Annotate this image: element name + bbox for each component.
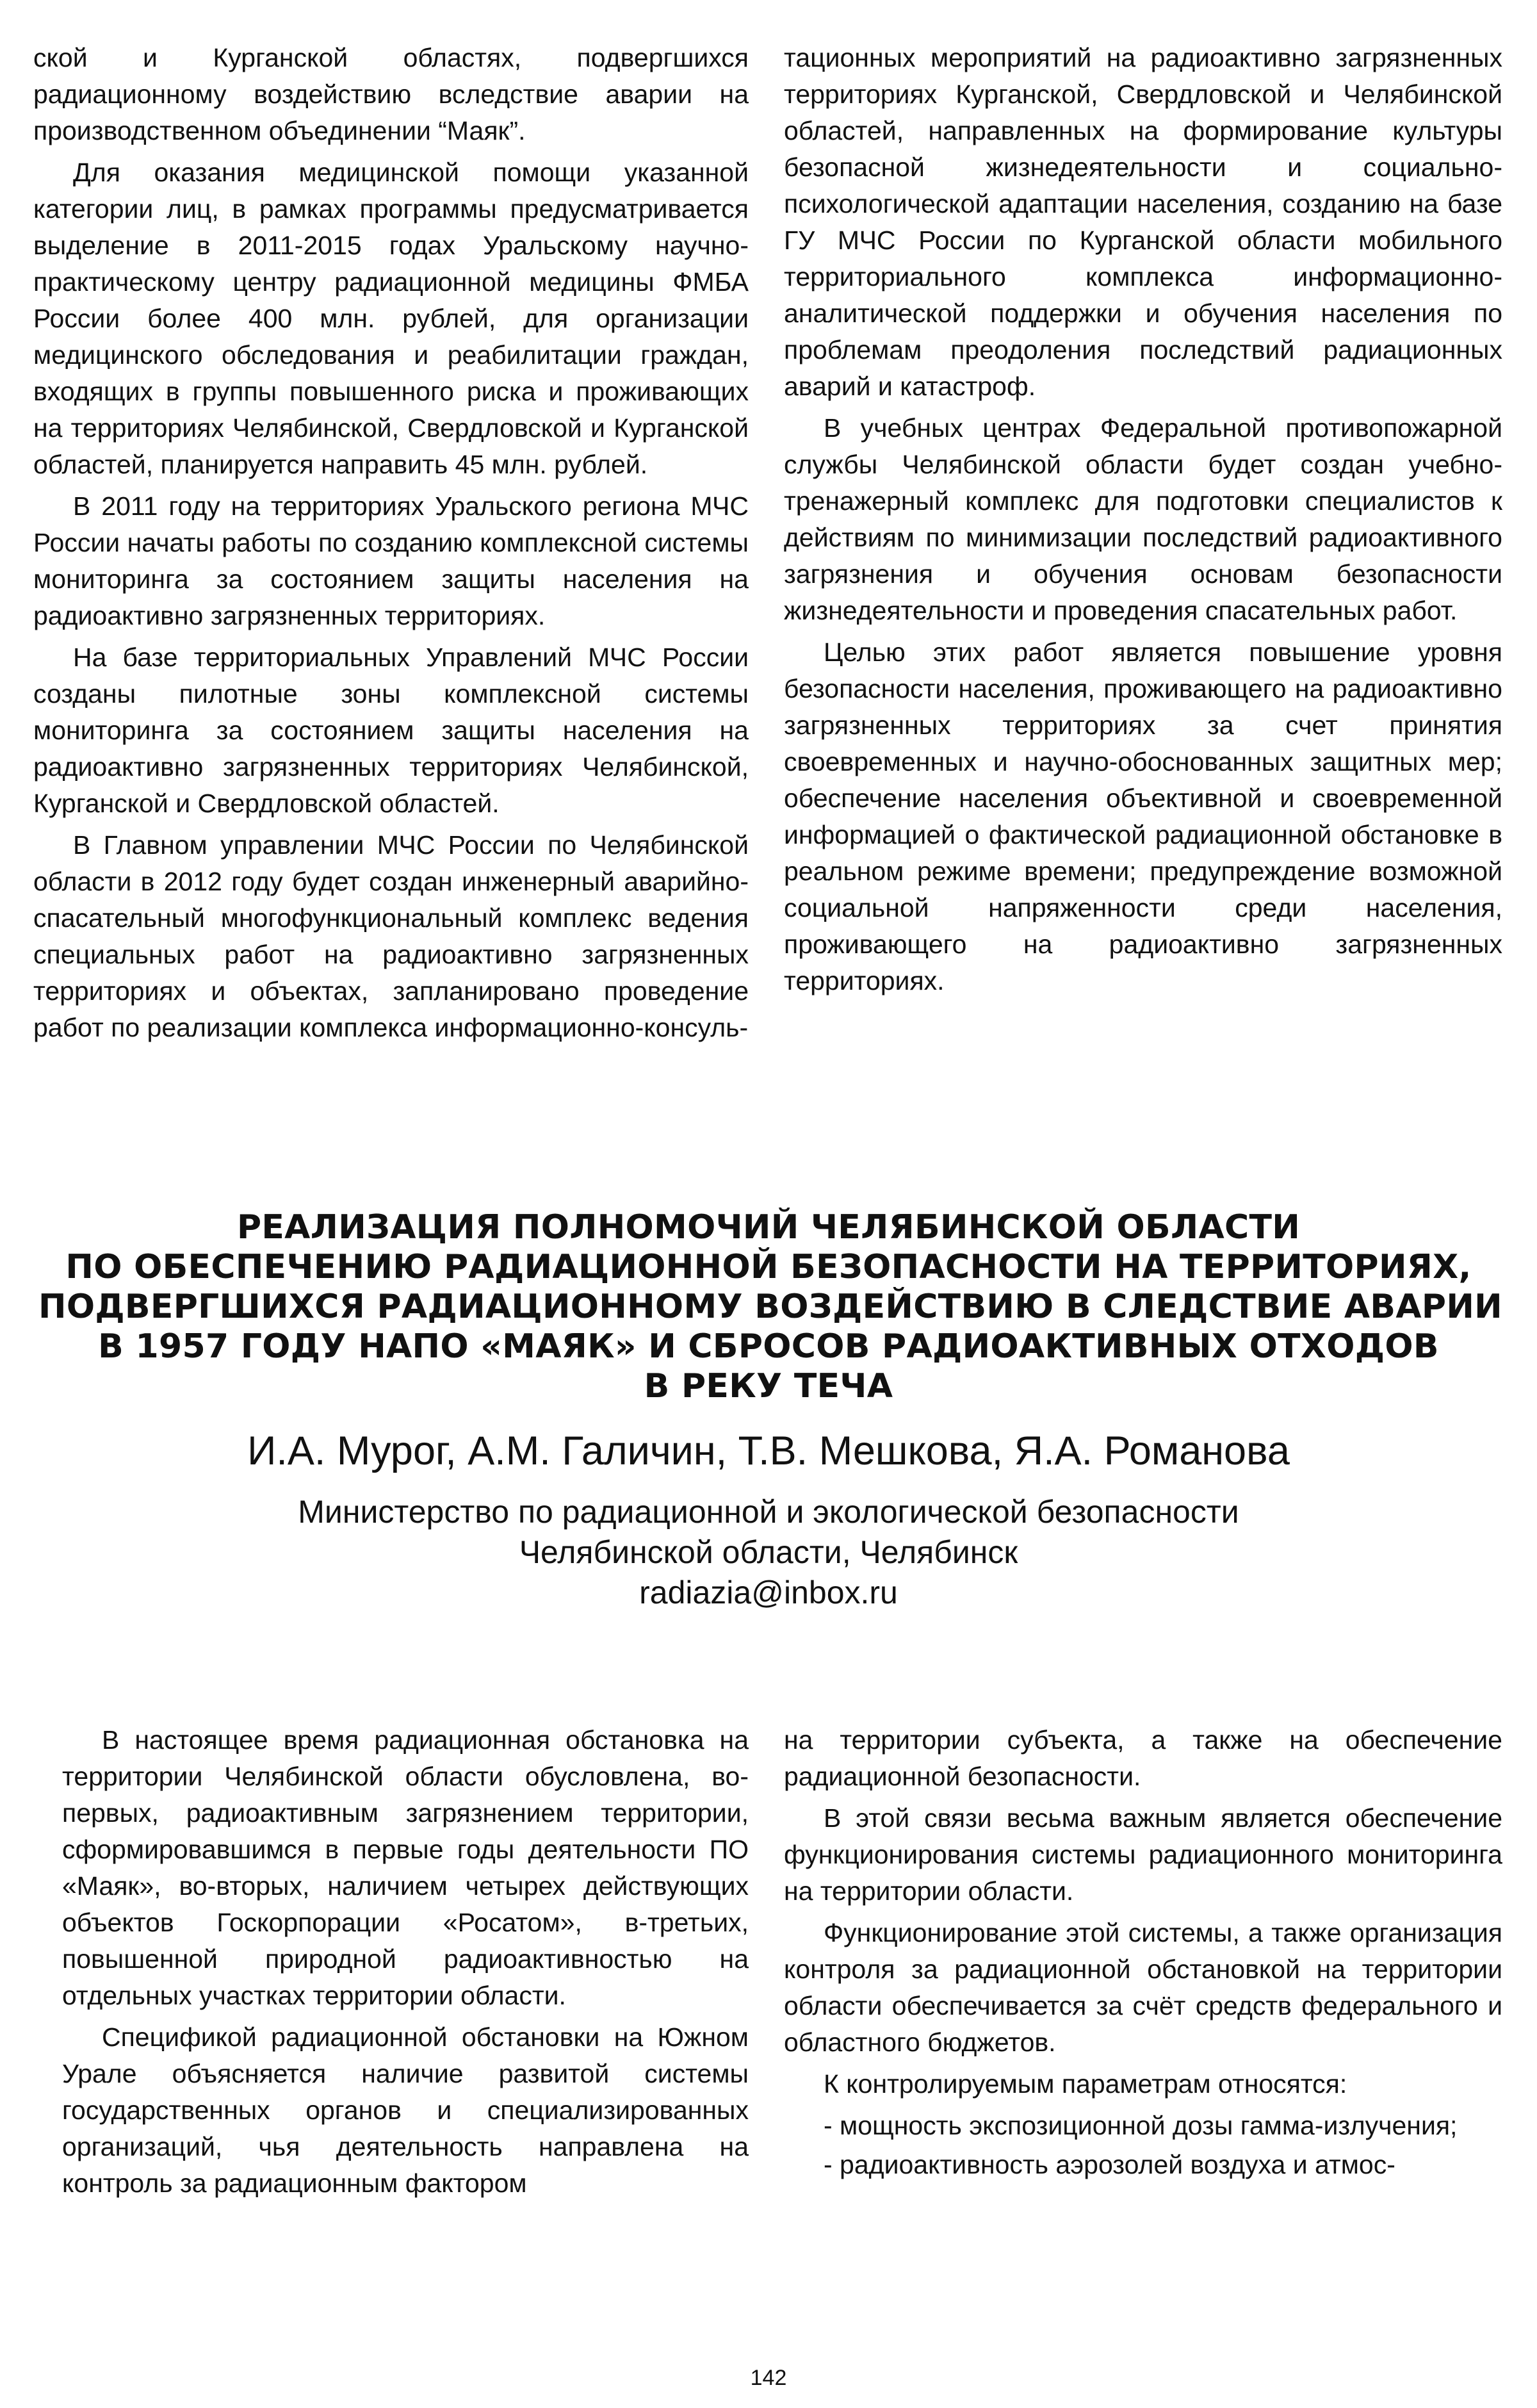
- title-line: ПО ОБЕСПЕЧЕНИЮ РАДИАЦИОННОЙ БЕЗОПАСНОСТИ НА ТЕРРИТОРИЯХ,: [65, 1248, 1472, 1286]
- paragraph: В Главном управлении МЧС России по Челябинской области в 2012 году будет создан инженерный аварийно-спасательный многофункциональный комплекс ведения специальных работ на радиоактивно загрязненных территориях и объектах, запланировано проведение работ по реализации комплекса информационно-консуль-: [33, 830, 749, 1042]
- paragraph: Функционирование этой системы, а также организация контроля за радиационной обстановкой на территории области обеспечивается за счёт средств федерального и областного бюджетов.: [784, 1918, 1502, 2057]
- authors: И.А. Мурог, А.М. Галичин, Т.В. Мешкова, Я.А. Романова: [247, 1429, 1290, 1473]
- list-item: - мощность экспозиционной дозы гамма-излучения;: [824, 2111, 1458, 2140]
- paragraph: На базе территориальных Управлений МЧС России созданы пилотные зоны комплексной системы мониторинга за состоянием защиты населения на радиоактивно загрязненных территориях Челябинской, Курганской и Свердловской областей.: [33, 643, 749, 818]
- bottom-right-column: [784, 1722, 1502, 2186]
- paragraph: Для оказания медицинской помощи указанной категории лиц, в рамках программы предусматривается выделение в 2011-2015 годах Уральскому научно-практическому центру радиационной медицины ФМБА России более 400 млн. рублей, для организации медицинского обследования и реабилитации граждан, входящих в группы повышенного риска и проживающих на территориях Челябинской, Свердловской и Курганской областей, планируется направить 45 млн. рублей.: [33, 158, 749, 479]
- article-title: [38, 1208, 1502, 1406]
- paragraph: К контролируемым параметрам относятся:: [824, 2069, 1347, 2099]
- paragraph: тационных мероприятий на радиоактивно загрязненных территориях Курганской, Свердловской и Челябинской областей, направленных на формирование культуры безопасной жизнедеятельности и социально-психологической адаптации населения, созданию на базе ГУ МЧС России по Курганской области мобильного территориального комплекса информационно-аналитической поддержки и обучения населения по проблемам преодоления последствий радиационных аварий и катастроф.: [784, 43, 1502, 401]
- title-line: РЕАЛИЗАЦИЯ ПОЛНОМОЧИЙ ЧЕЛЯБИНСКОЙ ОБЛАСТИ: [236, 1208, 1301, 1247]
- title-line: В 1957 ГОДУ НАПО «МАЯК» И СБРОСОВ РАДИОАКТИВНЫХ ОТХОДОВ: [98, 1327, 1439, 1366]
- paragraph: Спецификой радиационной обстановки на Южном Урале объясняется наличие развитой системы государственных органов и специализированных организаций, чья деятельность направлена на контроль за радиационным фактором: [62, 2022, 749, 2198]
- affiliation: [38, 1492, 1499, 1613]
- top-right-column: [784, 40, 1502, 1004]
- top-left-column: [33, 40, 749, 1051]
- list-item: - радиоактивность аэрозолей воздуха и атмос-: [824, 2150, 1395, 2179]
- paragraph: Целью этих работ является повышение уровня безопасности населения, проживающего на радиоактивно загрязненных территориях за счет принятия своевременных и научно-обоснованных защитных мер; обеспечение населения объективной и своевременной информацией о фактической радиационной обстановке в реальном режиме времени; предупреждение возможной социальной напряженности среди населения, проживающего на радиоактивно загрязненных территориях.: [784, 637, 1502, 995]
- title-line: ПОДВЕРГШИХСЯ РАДИАЦИОННОМУ ВОЗДЕЙСТВИЮ В СЛЕДСТВИЕ АВАРИИ: [38, 1288, 1502, 1326]
- paragraph: ской и Курганской областях, подвергшихся радиационному воздействию вследствие аварии на производственном объединении “Маяк”.: [33, 43, 749, 145]
- bottom-left-column: [62, 1722, 749, 2207]
- affiliation-line: Министерство по радиационной и экологической безопасности: [298, 1494, 1239, 1530]
- article-header: [38, 1208, 1502, 1613]
- contact-email: radiazia@inbox.ru: [639, 1575, 898, 1610]
- affiliation-line: Челябинской области, Челябинск: [519, 1534, 1018, 1570]
- title-line: В РЕКУ ТЕЧА: [644, 1367, 893, 1405]
- paragraph: В учебных центрах Федеральной противопожарной службы Челябинской области будет создан учебно-тренажерный комплекс для подготовки специалистов к действиям по минимизации последствий радиоактивного загрязнения и обучения основам безопасности жизнедеятельности и проведения спасательных работ.: [784, 413, 1502, 625]
- paragraph: В этой связи весьма важным является обеспечение функционирования системы радиационного мониторинга на территории области.: [784, 1803, 1502, 1906]
- paragraph: В настоящее время радиационная обстановка на территории Челябинской области обусловлена, во-первых, радиоактивным загрязнением территории, сформировавшимся в первые годы деятельности ПО «Маяк», во-вторых, наличием четырех действующих объектов Госкорпорации «Росатом», в-третьих, повышенной природной радиоактивностью на отдельных участках территории области.: [62, 1725, 749, 2010]
- page-number: 142: [750, 2366, 787, 2390]
- paragraph: на территории субъекта, а также на обеспечение радиационной безопасности.: [784, 1725, 1502, 1791]
- paragraph: В 2011 году на территориях Уральского региона МЧС России начаты работы по созданию комплексной системы мониторинга за состоянием защиты населения на радиоактивно загрязненных территориях.: [33, 491, 749, 630]
